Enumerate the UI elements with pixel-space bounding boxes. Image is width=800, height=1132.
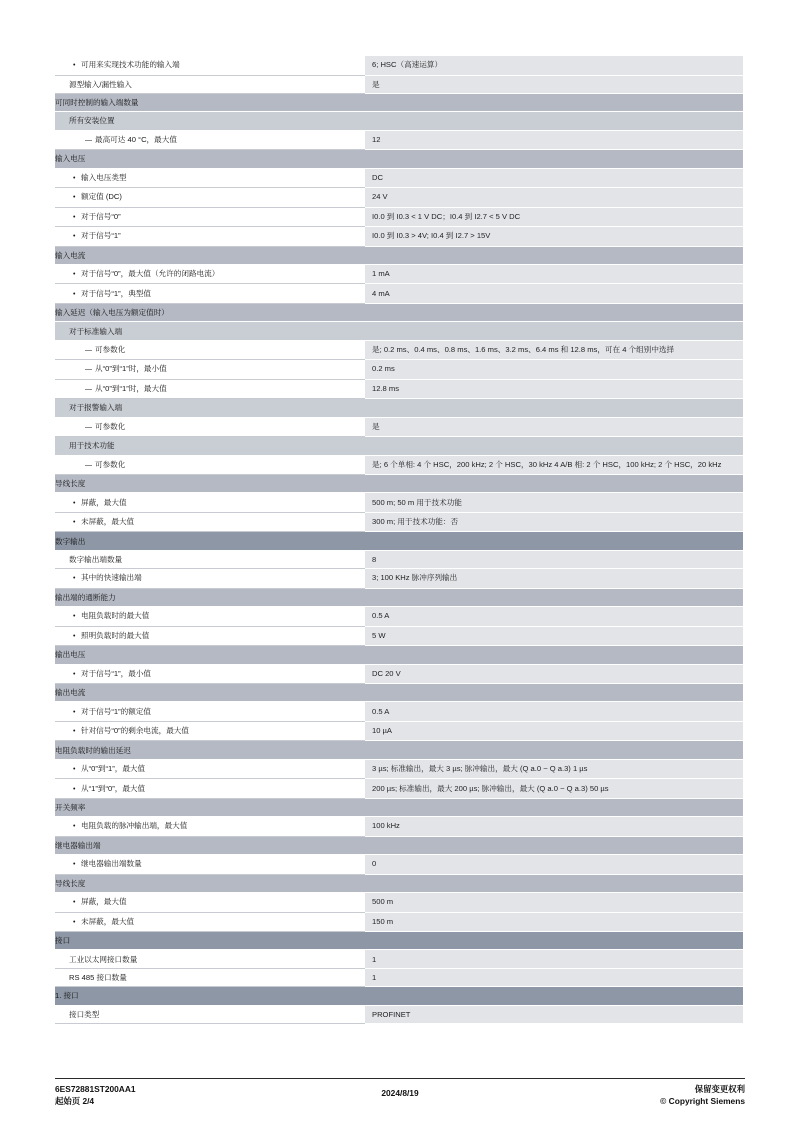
spec-label-cell — [55, 284, 365, 304]
footer-part-number: 6ES72881ST200AA1 — [55, 1084, 136, 1094]
spec-value-cell — [365, 817, 743, 837]
table-row — [55, 322, 743, 340]
spec-label-cell — [55, 626, 365, 646]
table-row — [55, 646, 743, 664]
footer-center-block — [55, 1088, 745, 1100]
spec-label-text: 输入延迟（输入电压为额定值时） — [55, 308, 169, 318]
spec-value-cell — [365, 893, 743, 913]
spec-value-text: 6; HSC（高速运算） — [372, 60, 443, 70]
spec-value-cell — [365, 246, 743, 264]
spec-label-text: • 对于信号“1”，典型值 — [81, 289, 151, 298]
spec-label-text: 用于技术功能 — [69, 441, 115, 451]
spec-value-text: I0.0 到 I0.3 > 4V; I0.4 到 I2.7 > 15V — [372, 231, 491, 241]
table-row — [55, 912, 743, 932]
table-row — [55, 188, 743, 208]
table-row — [55, 227, 743, 247]
table-row — [55, 340, 743, 360]
table-row — [55, 607, 743, 627]
spec-value-cell — [365, 417, 743, 437]
table-row — [55, 836, 743, 854]
spec-label-text: — 可参数化 — [95, 460, 125, 469]
table-row — [55, 56, 743, 75]
table-row — [55, 893, 743, 913]
spec-label-text: 导线长度 — [55, 479, 86, 489]
table-row — [55, 987, 743, 1005]
spec-label-text: — 最高可达 40 °C，最大值 — [95, 135, 177, 144]
spec-label-text: 可同时控制的输入端数量 — [55, 98, 139, 108]
spec-label-cell — [55, 56, 365, 75]
spec-label-text: • 对于信号“0”，最大值（允许的闭路电流） — [81, 269, 219, 278]
spec-label-text: 数字输出 — [55, 536, 86, 546]
spec-label-cell — [55, 227, 365, 247]
spec-label-text: • 从“0”到“1”，最大值 — [81, 764, 145, 773]
spec-value-text: DC — [372, 172, 383, 182]
spec-label-text: • 对于信号“1”，最小值 — [81, 669, 151, 678]
spec-value-text: 1 — [372, 972, 377, 982]
spec-label-cell — [55, 130, 365, 150]
spec-label-cell — [55, 1005, 365, 1023]
table-row — [55, 968, 743, 986]
footer-rights-notice: 保留变更权利 — [694, 1084, 745, 1094]
spec-label-text: • 对于信号“1” — [81, 231, 121, 240]
spec-label-cell — [55, 532, 365, 550]
spec-value-cell — [365, 741, 743, 759]
spec-label-cell — [55, 168, 365, 188]
spec-label-text: 输出端的通断能力 — [55, 592, 116, 602]
table-row — [55, 741, 743, 759]
table-row — [55, 417, 743, 437]
spec-label-text: • 未屏蔽，最大值 — [81, 917, 134, 926]
spec-label-cell — [55, 817, 365, 837]
table-row — [55, 399, 743, 417]
spec-value-cell — [365, 968, 743, 986]
spec-value-text: 8 — [372, 555, 377, 565]
table-row — [55, 493, 743, 513]
table-row — [55, 512, 743, 532]
spec-label-text: • 屏蔽，最大值 — [81, 498, 127, 507]
spec-value-cell — [365, 607, 743, 627]
spec-value-cell — [365, 75, 743, 93]
spec-value-cell — [365, 493, 743, 513]
table-row — [55, 721, 743, 741]
spec-label-cell — [55, 741, 365, 759]
spec-label-text: — 可参数化 — [95, 345, 125, 354]
table-row — [55, 702, 743, 722]
spec-label-text: • 对于信号“1”的额定值 — [81, 707, 151, 716]
spec-label-text: 继电器输出端 — [55, 840, 101, 850]
spec-value-cell — [365, 987, 743, 1005]
spec-label-cell — [55, 322, 365, 340]
spec-label-text: 接口类型 — [69, 1009, 100, 1019]
spec-label-text: 导线长度 — [55, 878, 86, 888]
table-row — [55, 246, 743, 264]
spec-label-cell — [55, 702, 365, 722]
spec-label-text: • 其中的快速输出端 — [81, 573, 142, 582]
spec-value-text: 是 — [372, 79, 380, 89]
spec-value-text: 3; 100 KHz 脉冲序列输出 — [372, 573, 458, 583]
table-row — [55, 379, 743, 399]
spec-value-text: 500 m — [372, 897, 394, 907]
spec-label-cell — [55, 798, 365, 816]
spec-label-text: • 未屏蔽，最大值 — [81, 517, 134, 526]
spec-value-text: 100 kHz — [372, 821, 400, 831]
spec-value-text: 1 — [372, 954, 377, 964]
table-row — [55, 475, 743, 493]
table-row — [55, 150, 743, 168]
spec-label-cell — [55, 836, 365, 854]
spec-value-cell — [365, 532, 743, 550]
spec-value-text: 0.5 A — [372, 706, 390, 716]
spec-value-cell — [365, 569, 743, 589]
spec-value-cell — [365, 626, 743, 646]
spec-label-cell — [55, 207, 365, 227]
spec-value-cell — [365, 550, 743, 568]
spec-value-cell — [365, 664, 743, 684]
footer-date: 2024/8/19 — [381, 1088, 419, 1098]
footer-copyright: © Copyright Siemens — [660, 1095, 745, 1106]
spec-value-text: 0.5 A — [372, 611, 390, 621]
spec-label-cell — [55, 264, 365, 284]
spec-label-cell — [55, 475, 365, 493]
spec-label-text: • 额定值 (DC) — [81, 192, 122, 201]
spec-label-text: 输出电流 — [55, 688, 86, 698]
spec-value-cell — [365, 588, 743, 606]
table-row — [55, 130, 743, 150]
spec-value-text: 3 µs; 标准输出，最大 3 µs; 脉冲输出，最大 (Q a.0 ~ Q a.3) 1 µs — [372, 764, 588, 774]
specification-table — [55, 56, 743, 1024]
spec-value-cell — [365, 475, 743, 493]
spec-value-text: 0.2 ms — [372, 364, 395, 374]
footer-page-label: 起始页 2/4 — [55, 1095, 95, 1106]
spec-label-cell — [55, 932, 365, 950]
spec-label-text: • 对于信号“0” — [81, 212, 121, 221]
spec-value-cell — [365, 874, 743, 892]
table-row — [55, 569, 743, 589]
spec-value-cell — [365, 322, 743, 340]
table-row — [55, 855, 743, 875]
table-row — [55, 664, 743, 684]
footer-divider — [55, 1078, 745, 1079]
spec-label-text: 工业以太网接口数量 — [69, 954, 138, 964]
spec-value-cell — [365, 855, 743, 875]
spec-value-text: 1 mA — [372, 269, 390, 279]
spec-label-text: — 从“0”到“1”时，最大值 — [95, 384, 167, 393]
spec-label-cell — [55, 874, 365, 892]
spec-label-cell — [55, 399, 365, 417]
table-row — [55, 437, 743, 455]
spec-label-text: 数字输出端数量 — [69, 555, 123, 565]
spec-label-text: RS 485 接口数量 — [69, 972, 127, 982]
spec-value-cell — [365, 188, 743, 208]
spec-label-cell — [55, 112, 365, 130]
spec-value-cell — [365, 56, 743, 75]
spec-value-text: 4 mA — [372, 288, 390, 298]
table-row — [55, 588, 743, 606]
table-row — [55, 168, 743, 188]
spec-label-cell — [55, 684, 365, 702]
spec-label-cell — [55, 360, 365, 380]
table-row — [55, 284, 743, 304]
spec-value-cell — [365, 684, 743, 702]
spec-label-cell — [55, 588, 365, 606]
spec-value-cell — [365, 304, 743, 322]
table-row — [55, 112, 743, 130]
spec-value-text: 300 m; 用于技术功能：否 — [372, 517, 459, 527]
spec-value-cell — [365, 1005, 743, 1023]
table-row — [55, 626, 743, 646]
spec-label-cell — [55, 417, 365, 437]
spec-label-text: • 照明负载时的最大值 — [81, 631, 149, 640]
spec-value-cell — [365, 779, 743, 799]
table-row — [55, 93, 743, 111]
spec-label-cell — [55, 150, 365, 168]
spec-label-cell — [55, 379, 365, 399]
table-row — [55, 817, 743, 837]
spec-label-cell — [55, 968, 365, 986]
table-row — [55, 950, 743, 968]
spec-value-cell — [365, 912, 743, 932]
spec-value-cell — [365, 455, 743, 475]
spec-label-text: • 针对信号“0”的剩余电流，最大值 — [81, 726, 189, 735]
spec-label-cell — [55, 75, 365, 93]
spec-value-text: 500 m; 50 m 用于技术功能 — [372, 497, 462, 507]
spec-label-cell — [55, 759, 365, 779]
table-row — [55, 304, 743, 322]
spec-label-cell — [55, 950, 365, 968]
spec-label-cell — [55, 721, 365, 741]
spec-label-cell — [55, 304, 365, 322]
spec-label-text: • 可用来实现技术功能的输入端 — [81, 60, 180, 69]
spec-label-text: • 电阻负载时的最大值 — [81, 611, 149, 620]
spec-label-text: 开关频率 — [55, 803, 86, 813]
spec-value-cell — [365, 264, 743, 284]
spec-label-cell — [55, 893, 365, 913]
specification-table-body — [55, 56, 743, 1023]
spec-value-cell — [365, 399, 743, 417]
spec-value-text: I0.0 到 I0.3 < 1 V DC；I0.4 到 I2.7 < 5 V DC — [372, 211, 521, 221]
spec-label-text: 接口 — [55, 936, 71, 946]
spec-label-cell — [55, 646, 365, 664]
spec-value-text: DC 20 V — [372, 668, 401, 678]
spec-value-cell — [365, 702, 743, 722]
table-row — [55, 360, 743, 380]
spec-value-cell — [365, 950, 743, 968]
table-row — [55, 779, 743, 799]
table-row — [55, 264, 743, 284]
spec-label-cell — [55, 188, 365, 208]
spec-label-cell — [55, 855, 365, 875]
spec-value-text: 24 V — [372, 192, 388, 202]
spec-label-cell — [55, 569, 365, 589]
spec-value-text: 是; 6 个单相: 4 个 HSC，200 kHz; 2 个 HSC，30 kHz 4 A/B 相: 2 个 HSC，100 kHz; 2 个 HSC，20 kHz — [372, 459, 722, 469]
spec-value-cell — [365, 932, 743, 950]
table-row — [55, 759, 743, 779]
spec-value-cell — [365, 112, 743, 130]
spec-value-text: PROFINET — [372, 1009, 411, 1019]
table-row — [55, 532, 743, 550]
table-row — [55, 798, 743, 816]
spec-label-cell — [55, 912, 365, 932]
spec-label-text: 电阻负载时的输出延迟 — [55, 745, 131, 755]
table-row — [55, 874, 743, 892]
spec-value-cell — [365, 379, 743, 399]
spec-label-cell — [55, 779, 365, 799]
spec-label-text: 对于报警输入端 — [69, 403, 123, 413]
spec-label-text: • 继电器输出端数量 — [81, 859, 142, 868]
spec-value-text: 12 — [372, 134, 381, 144]
spec-value-cell — [365, 227, 743, 247]
spec-label-text: • 从“1”到“0”，最大值 — [81, 784, 145, 793]
spec-value-text: 12.8 ms — [372, 383, 400, 393]
spec-label-text: • 输入电压类型 — [81, 173, 127, 182]
spec-label-text: • 电阻负载的脉冲输出端，最大值 — [81, 821, 187, 830]
spec-label-cell — [55, 93, 365, 111]
spec-value-text: 是; 0.2 ms、0.4 ms、0.8 ms、1.6 ms、3.2 ms、6.4 ms 和 12.8 ms，可在 4 个组别中选择 — [372, 344, 675, 354]
spec-value-text: 200 µs; 标准输出，最大 200 µs; 脉冲输出，最大 (Q a.0 ~ Q a.3) 50 µs — [372, 783, 609, 793]
table-row — [55, 550, 743, 568]
spec-value-text: 5 W — [372, 630, 386, 640]
spec-value-cell — [365, 646, 743, 664]
table-row — [55, 684, 743, 702]
spec-label-cell — [55, 246, 365, 264]
spec-label-text: 输入电流 — [55, 250, 86, 260]
spec-value-cell — [365, 284, 743, 304]
spec-value-cell — [365, 798, 743, 816]
spec-label-text: — 从“0”到“1”时，最小值 — [95, 364, 167, 373]
spec-value-cell — [365, 207, 743, 227]
spec-label-text: 对于标准输入端 — [69, 326, 123, 336]
spec-value-text: 150 m — [372, 916, 394, 926]
spec-value-cell — [365, 437, 743, 455]
spec-label-cell — [55, 664, 365, 684]
spec-value-cell — [365, 130, 743, 150]
spec-label-cell — [55, 607, 365, 627]
spec-label-text: 输出电压 — [55, 650, 86, 660]
footer-right-block — [660, 1084, 745, 1107]
spec-value-cell — [365, 721, 743, 741]
spec-value-cell — [365, 340, 743, 360]
table-row — [55, 455, 743, 475]
spec-label-cell — [55, 455, 365, 475]
spec-label-cell — [55, 512, 365, 532]
spec-label-text: • 屏蔽，最大值 — [81, 897, 127, 906]
spec-value-text: 是 — [372, 421, 380, 431]
spec-value-cell — [365, 93, 743, 111]
table-row — [55, 207, 743, 227]
spec-label-text: 所有安装位置 — [69, 116, 115, 126]
spec-value-cell — [365, 168, 743, 188]
spec-label-cell — [55, 340, 365, 360]
table-row — [55, 932, 743, 950]
page-footer — [55, 1084, 745, 1118]
spec-value-cell — [365, 836, 743, 854]
spec-label-cell — [55, 437, 365, 455]
spec-label-text: 1. 接口 — [55, 991, 79, 1001]
spec-label-cell — [55, 493, 365, 513]
spec-value-text: 0 — [372, 859, 377, 869]
spec-label-cell — [55, 987, 365, 1005]
spec-label-text: — 可参数化 — [95, 422, 125, 431]
table-row — [55, 75, 743, 93]
spec-label-cell — [55, 550, 365, 568]
spec-value-cell — [365, 360, 743, 380]
spec-value-cell — [365, 512, 743, 532]
spec-label-text: 输入电压 — [55, 154, 86, 164]
spec-label-text: 源型输入/漏性输入 — [69, 79, 132, 89]
table-row — [55, 1005, 743, 1023]
spec-value-cell — [365, 150, 743, 168]
spec-value-text: 10 µA — [372, 726, 392, 736]
spec-value-cell — [365, 759, 743, 779]
